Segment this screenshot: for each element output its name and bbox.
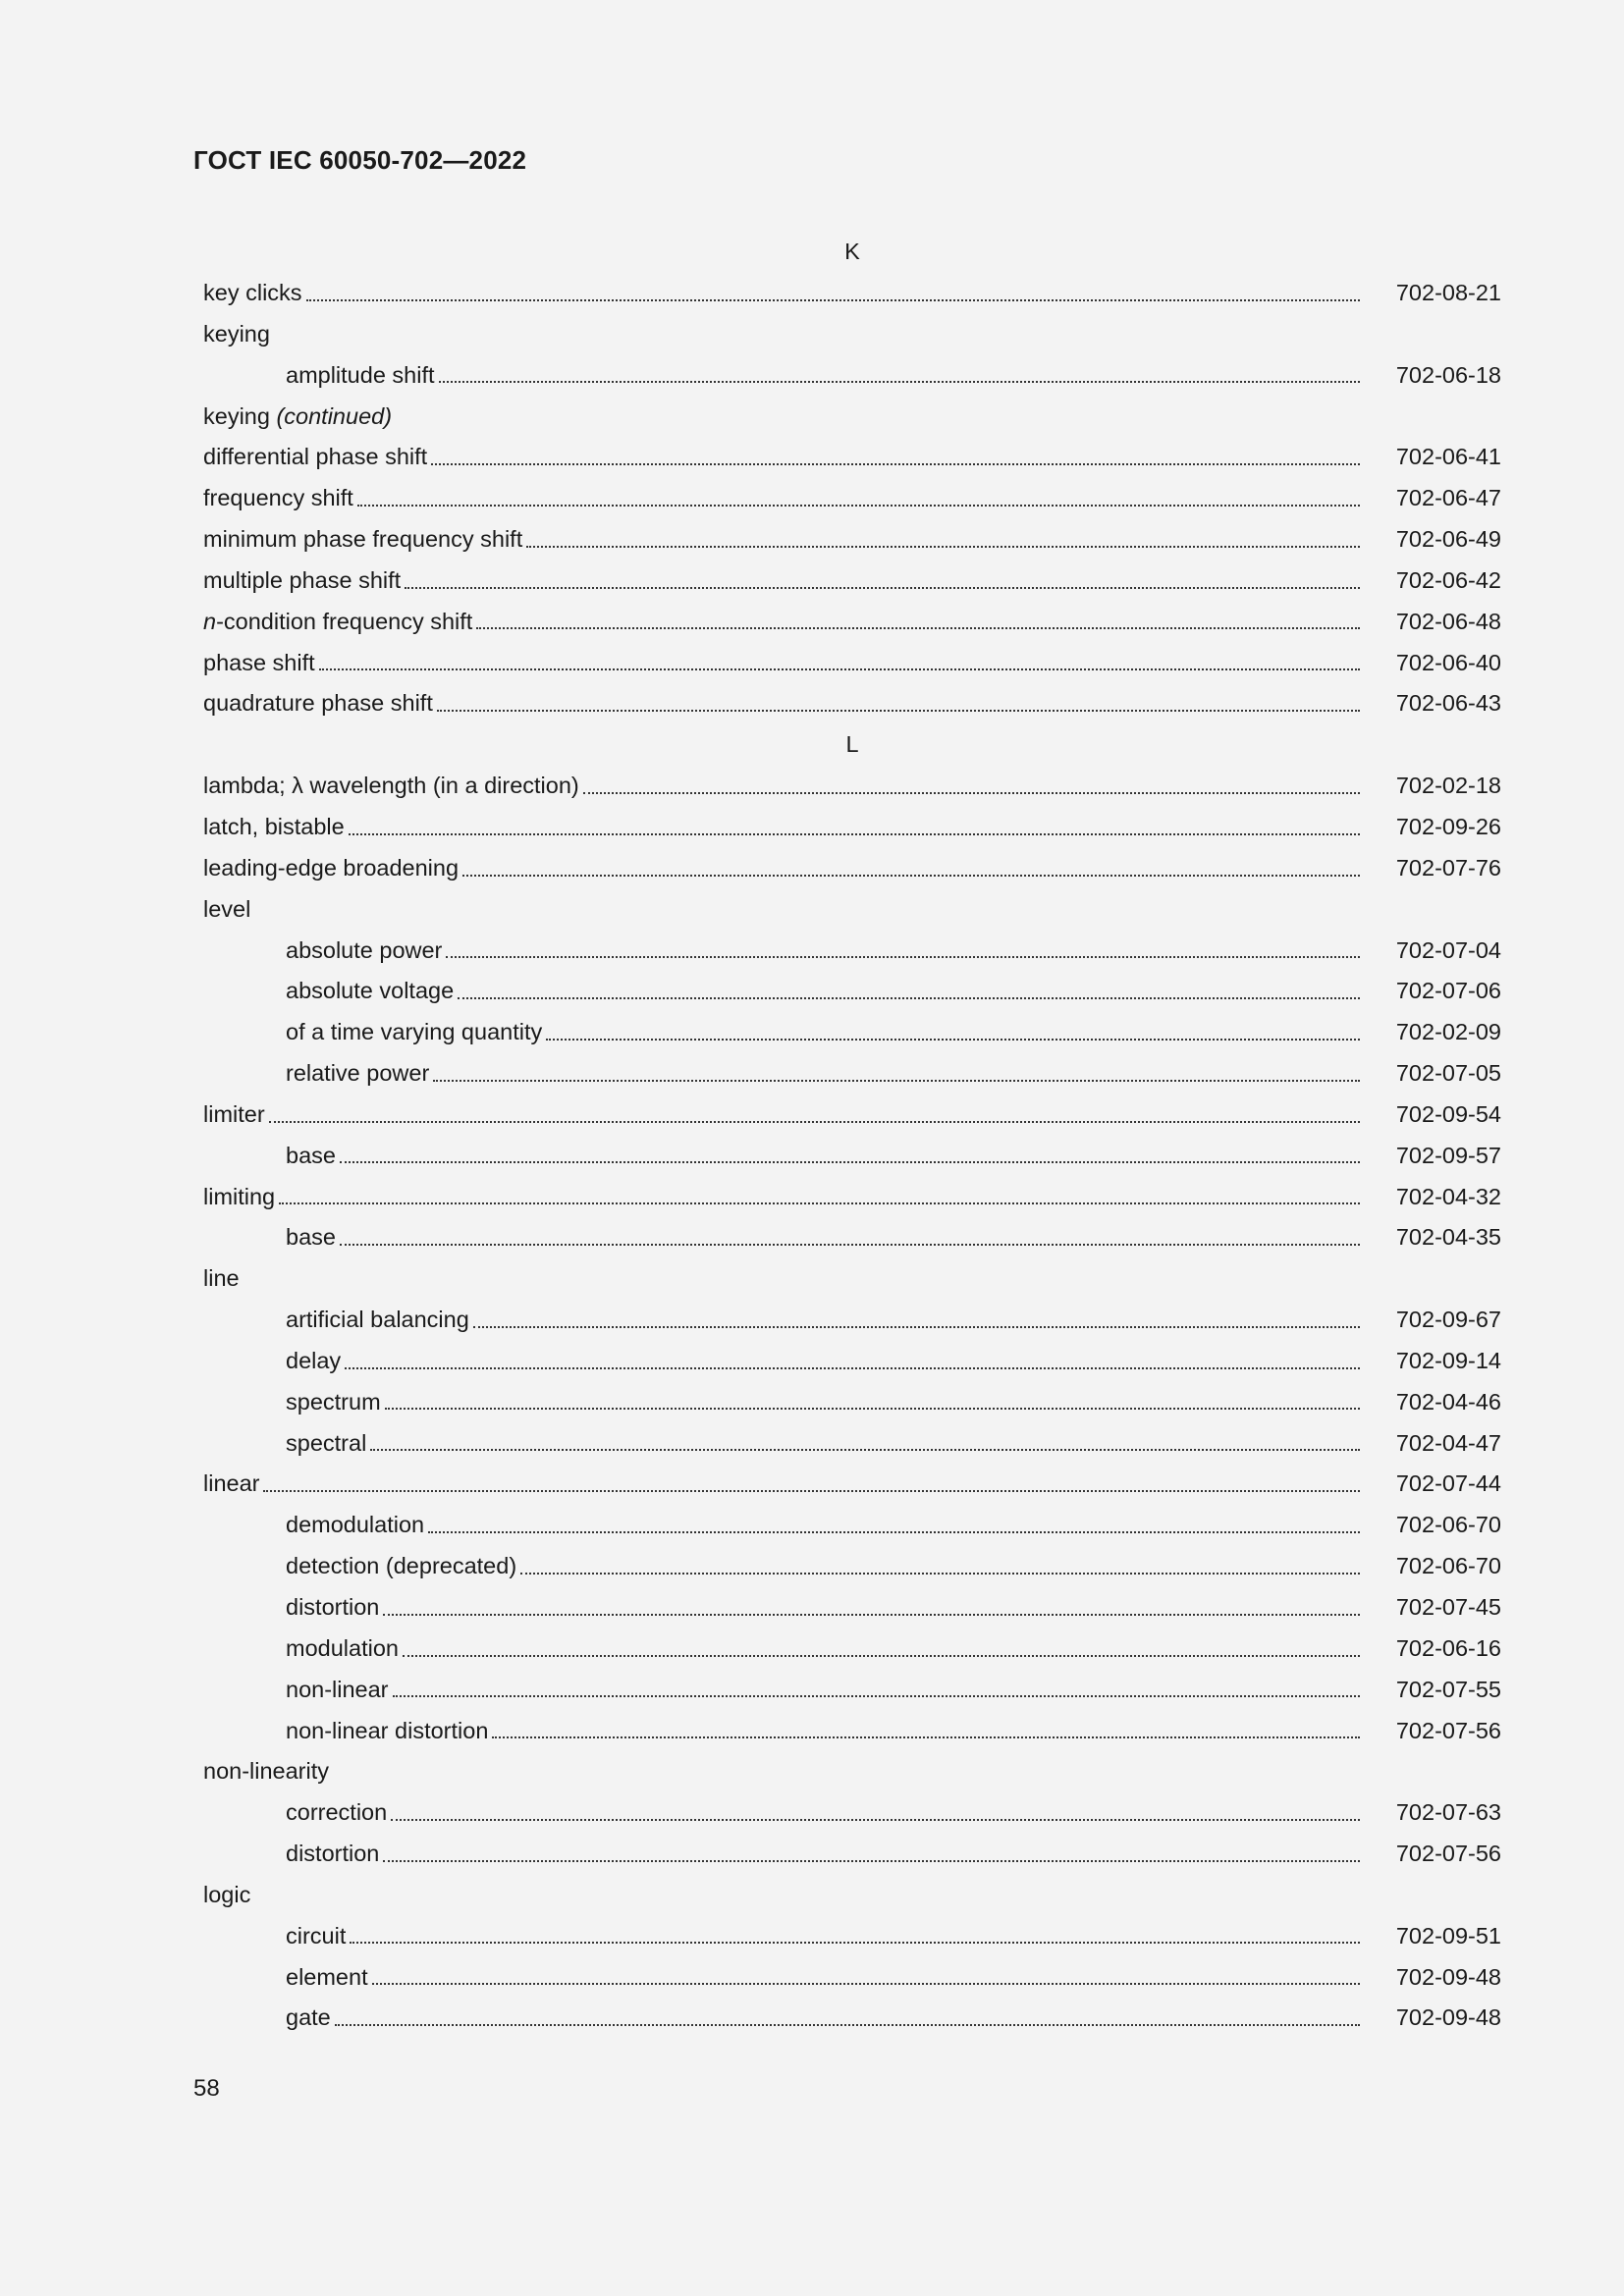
index-entry: frequency shift 702-06-47 (203, 485, 1501, 511)
dot-leader (439, 380, 1360, 383)
index-entry: element 702-09-48 (286, 1963, 1501, 1990)
dot-leader (340, 1160, 1360, 1163)
index-entry: amplitude shift 702-06-18 (286, 361, 1501, 388)
index-entry: phase shift 702-06-40 (203, 649, 1501, 675)
dot-leader (492, 1735, 1360, 1738)
dot-leader (349, 832, 1360, 835)
index-entry: lambda; λ wavelength (in a direction) 702-02-18 (203, 773, 1501, 799)
dot-leader (403, 1654, 1360, 1657)
index-entry: latch, bistable 702-09-26 (203, 813, 1501, 839)
dot-leader (405, 586, 1360, 589)
index-entry: limiting 702-04-32 (203, 1183, 1501, 1209)
index-entry: minimum phase frequency shift 702-06-49 (203, 526, 1501, 553)
dot-leader (437, 709, 1360, 712)
index-entry: artificial balancing 702-09-67 (286, 1307, 1501, 1333)
dot-leader (393, 1694, 1360, 1697)
dot-leader (385, 1407, 1360, 1410)
dot-leader (428, 1530, 1360, 1533)
index-entry: detection (deprecated) 702-06-70 (286, 1553, 1501, 1579)
dot-leader (383, 1613, 1360, 1616)
page-number: 58 (193, 2075, 220, 2102)
index-entry: gate 702-09-48 (286, 2004, 1501, 2031)
dot-leader (383, 1859, 1360, 1862)
index-entry: key clicks 702-08-21 (203, 280, 1501, 306)
dot-leader (335, 2023, 1360, 2026)
dot-leader (372, 1982, 1360, 1985)
dot-leader (391, 1818, 1360, 1821)
index-entry: distortion 702-07-56 (286, 1841, 1501, 1867)
index-entry: demodulation 702-06-70 (286, 1512, 1501, 1538)
index-entry: distortion 702-07-45 (286, 1594, 1501, 1621)
dot-leader (319, 667, 1360, 670)
dot-leader (462, 874, 1360, 877)
term-index (203, 232, 1501, 2039)
index-entry: linear 702-07-44 (203, 1470, 1501, 1497)
index-entry: line (203, 1265, 240, 1292)
dot-leader (583, 791, 1360, 794)
dot-leader (446, 955, 1360, 958)
document-header: ГОСТ IEC 60050-702—2022 (193, 145, 527, 175)
index-entry: spectral 702-04-47 (286, 1429, 1501, 1456)
index-entry: keying (continued) (203, 402, 393, 429)
index-entry: non-linearity (203, 1758, 330, 1785)
index-entry: non-linear 702-07-55 (286, 1676, 1501, 1702)
index-entry: spectrum 702-04-46 (286, 1388, 1501, 1415)
dot-leader (473, 1325, 1360, 1328)
index-entry: absolute power 702-07-04 (286, 936, 1501, 963)
dot-leader (279, 1201, 1360, 1204)
section-letter-l: L (845, 731, 859, 758)
dot-leader (306, 298, 1360, 301)
index-entry: keying (203, 320, 270, 347)
index-entry: leading-edge broadening 702-07-76 (203, 854, 1501, 881)
index-entry: quadrature phase shift 702-06-43 (203, 690, 1501, 717)
dot-leader (340, 1243, 1360, 1246)
index-entry: absolute voltage 702-07-06 (286, 978, 1501, 1004)
dot-leader (526, 545, 1360, 548)
dot-leader (345, 1366, 1360, 1369)
index-entry: non-linear distortion 702-07-56 (286, 1717, 1501, 1743)
index-entry: logic (203, 1881, 251, 1907)
dot-leader (433, 1079, 1360, 1082)
index-entry: base 702-04-35 (286, 1224, 1501, 1251)
dot-leader (350, 1941, 1360, 1944)
dot-leader (370, 1448, 1360, 1451)
section-letter-k: K (844, 239, 860, 265)
dot-leader (476, 626, 1360, 629)
index-entry: of a time varying quantity 702-02-09 (286, 1019, 1501, 1045)
dot-leader (458, 996, 1360, 999)
index-entry: modulation 702-06-16 (286, 1634, 1501, 1661)
dot-leader (546, 1038, 1360, 1041)
index-entry: base 702-09-57 (286, 1142, 1501, 1168)
index-entry: multiple phase shift 702-06-42 (203, 566, 1501, 593)
dot-leader (357, 504, 1360, 507)
index-entry: n-condition frequency shift 702-06-48 (203, 608, 1501, 634)
index-entry: circuit 702-09-51 (286, 1922, 1501, 1949)
dot-leader (263, 1489, 1360, 1492)
index-entry: limiter 702-09-54 (203, 1100, 1501, 1127)
index-entry: relative power 702-07-05 (286, 1060, 1501, 1087)
dot-leader (269, 1120, 1360, 1123)
index-entry: differential phase shift 702-06-41 (203, 444, 1501, 470)
index-entry: delay 702-09-14 (286, 1347, 1501, 1373)
index-entry: level (203, 895, 251, 922)
dot-leader (431, 462, 1360, 465)
index-entry: correction 702-07-63 (286, 1799, 1501, 1826)
dot-leader (520, 1572, 1360, 1575)
